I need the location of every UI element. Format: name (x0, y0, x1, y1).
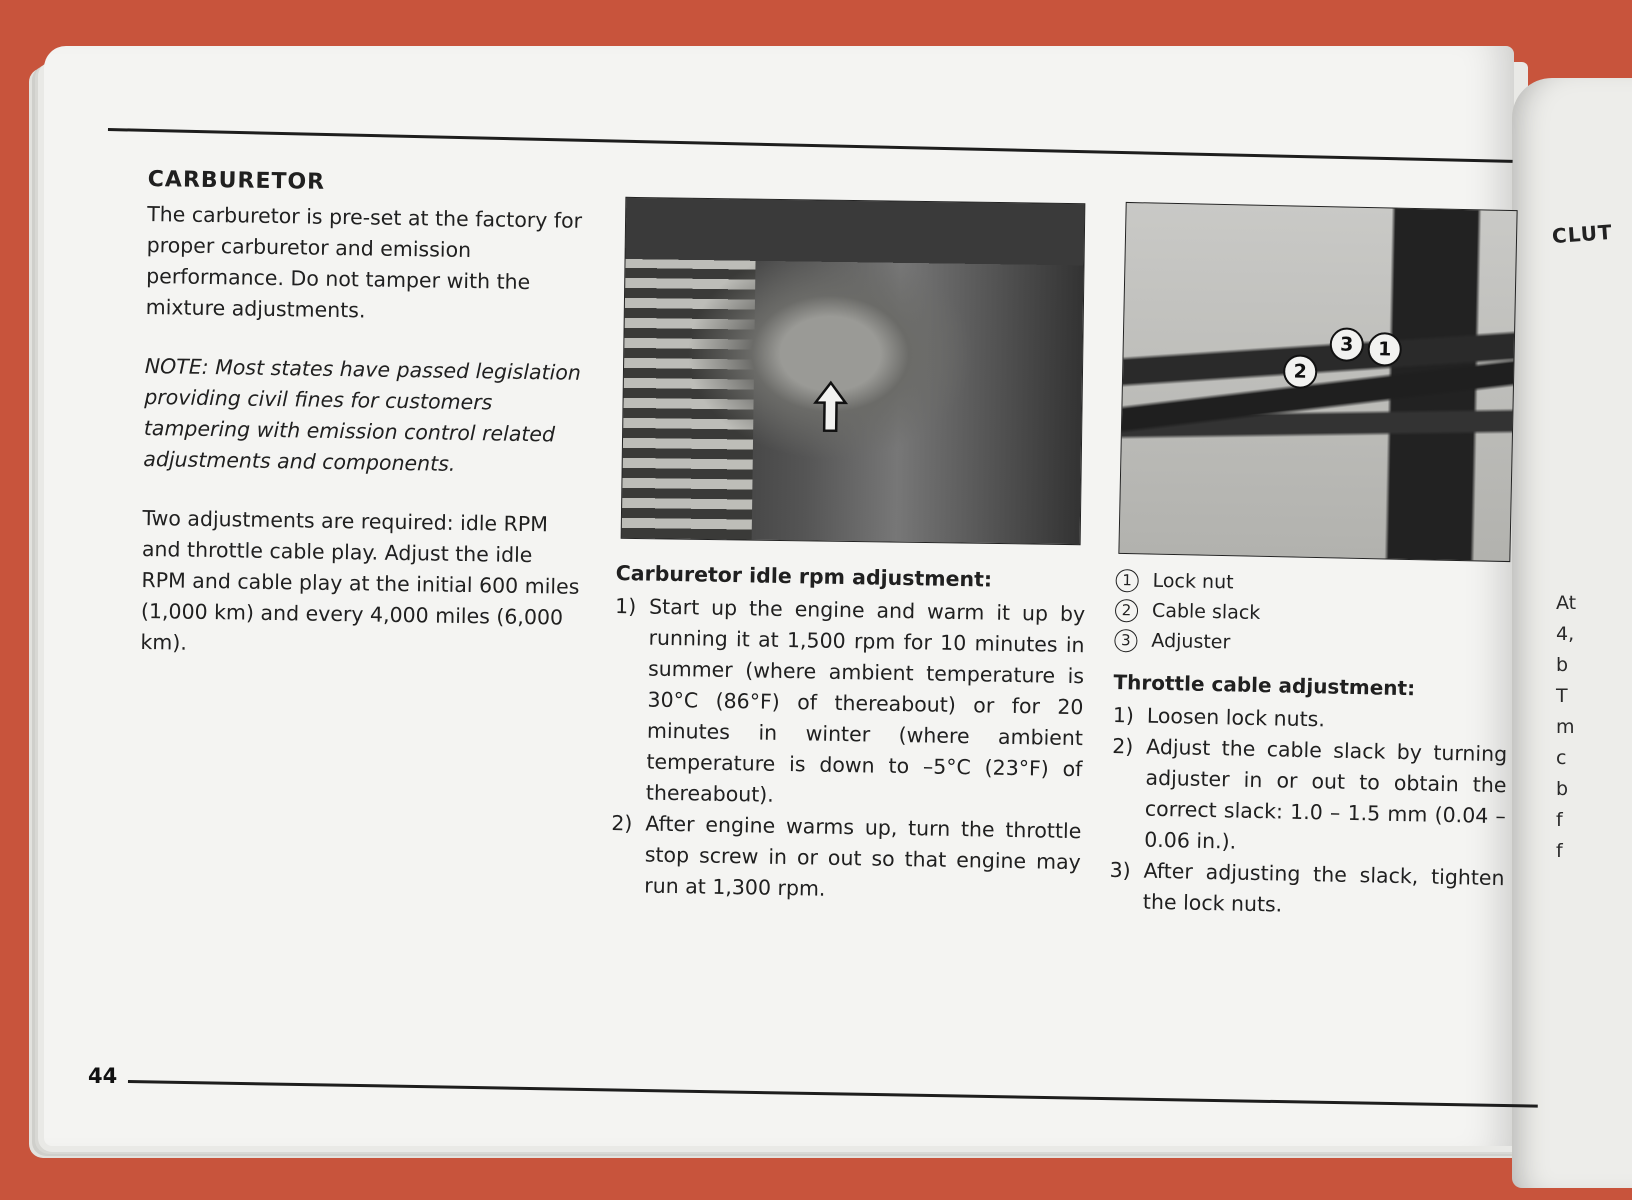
throttle-step (1109, 855, 1505, 925)
carburetor-section (140, 164, 588, 665)
legend-label: Lock nut (1152, 569, 1234, 594)
step-text: After engine warms up, turn the throttle stop screw in or out so that engine may run at 1,300 rpm. (644, 811, 1082, 901)
idle-adjustment-title: Carburetor idle rpm adjustment: (615, 560, 993, 592)
step-number: 2) (611, 810, 633, 836)
step-number: 1) (1112, 702, 1135, 728)
next-page-line: 4, (1556, 623, 1575, 645)
step-number: 3) (1109, 857, 1131, 883)
throttle-section (1109, 565, 1511, 925)
legend-number: 1 (1115, 568, 1138, 591)
idle-adjustment-section (610, 558, 1086, 909)
intro-paragraph: The carburetor is pre-set at the factory for proper carburetor and emission performance. Do not tamper with the mixture adjustments. (145, 201, 583, 323)
page-number: 44 (88, 1064, 118, 1088)
callout-3: 3 (1329, 327, 1364, 362)
legend-label: Adjuster (1151, 629, 1231, 654)
next-page-line: m (1556, 716, 1575, 738)
idle-step (612, 591, 1086, 816)
next-page-text (1556, 588, 1576, 867)
throttle-photo (1118, 202, 1517, 562)
legend-number: 2 (1115, 598, 1138, 621)
adjustments-paragraph: Two adjustments are required: idle RPM and throttle cable play. Adjust the idle RPM and cable play at the initial 600 miles (1,000 km) and every 4,000 miles (6,000 km). (140, 505, 580, 655)
next-page-line: f (1556, 809, 1563, 831)
idle-step (610, 808, 1082, 909)
step-text: Adjust the cable slack by turning adjuster in or out to obtain the correct slack: 1.0 – 1.5 mm (0.04 – 0.06 in.). (1144, 734, 1508, 854)
callout-1: 1 (1367, 332, 1402, 367)
step-number: 1) (614, 593, 637, 619)
next-page-line: At (1556, 592, 1577, 614)
next-page-line: b (1556, 654, 1569, 676)
legend-number: 3 (1114, 628, 1137, 651)
throttle-step (1110, 731, 1508, 863)
next-page-line: f (1556, 840, 1563, 862)
note-paragraph: NOTE: Most states have passed legislation providing civil fines for customers tampering with emission control related adjustments and components. (143, 353, 582, 476)
next-page-title: CLUT (1551, 219, 1614, 249)
next-page-line: c (1556, 747, 1567, 769)
throttle-adjustment-title: Throttle cable adjustment: (1113, 669, 1416, 701)
carburetor-photo (621, 197, 1086, 545)
step-text: Start up the engine and warm it up by running it at 1,500 rpm for 10 minutes in summer (where ambient temperature is 30°C (86°F) of thereabout) or for 20 minutes in winter (where ambient temperature is down to –5°C (23°F) of thereabout). (645, 594, 1086, 807)
step-text: After adjusting the slack, tighten the lock nuts. (1142, 858, 1505, 917)
step-number: 2) (1111, 733, 1134, 759)
next-page-line: T (1556, 685, 1568, 707)
section-title: CARBURETOR (147, 166, 326, 195)
next-page-line: b (1556, 778, 1569, 800)
step-text: Loosen lock nuts. (1146, 703, 1326, 732)
legend-label: Cable slack (1151, 599, 1261, 625)
callout-2-label: 2 (1283, 354, 1318, 389)
arrow-up-icon (813, 380, 848, 432)
